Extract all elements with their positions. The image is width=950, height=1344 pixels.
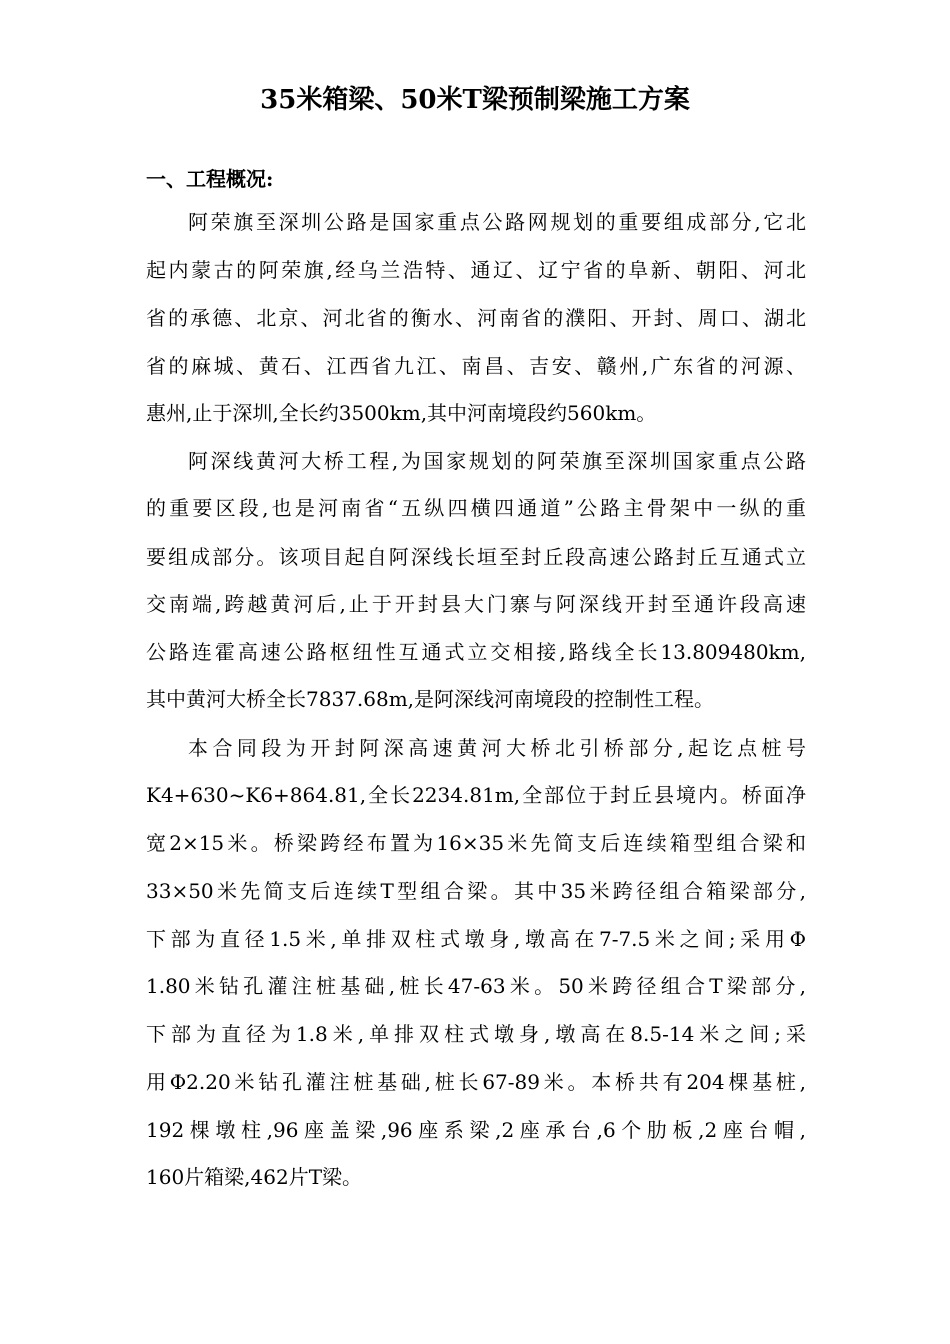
- paragraph-line: 交南端,跨越黄河后,止于开封县大门寨与阿深线开封至通许段高速: [146, 592, 806, 616]
- paragraph-line: 的重要区段,也是河南省“五纵四横四通道”公路主骨架中一纵的重: [146, 496, 806, 520]
- section-heading: 一、工程概况:: [146, 167, 274, 191]
- paragraph-line: 下部为直径为1.8米,单排双柱式墩身,墩高在8.5-14米之间;采: [146, 1022, 806, 1046]
- paragraph-line: 1.80米钻孔灌注桩基础,桩长47-63米。50米跨径组合T梁部分,: [146, 974, 806, 998]
- paragraph-line: 本合同段为开封阿深高速黄河大桥北引桥部分,起讫点桩号: [188, 736, 806, 760]
- document-title: 35米箱梁、50米T梁预制梁施工方案: [260, 85, 690, 115]
- paragraph-line: 192棵墩柱,96座盖梁,96座系梁,2座承台,6个肋板,2座台帽,: [146, 1118, 806, 1142]
- paragraph-line: 省的承德、北京、河北省的衡水、河南省的濮阳、开封、周口、湖北: [146, 306, 806, 330]
- paragraph-line: 省的麻城、黄石、江西省九江、南昌、吉安、赣州,广东省的河源、: [146, 354, 806, 378]
- paragraph-line: 160片箱梁,462片T梁。: [146, 1165, 363, 1189]
- paragraph-line: 惠州,止于深圳,全长约3500km,其中河南境段约560km。: [146, 401, 657, 425]
- paragraph-line: K4+630~K6+864.81,全长2234.81m,全部位于封丘县境内。桥面净: [146, 783, 806, 807]
- paragraph-line: 用Φ2.20米钻孔灌注桩基础,桩长67-89米。本桥共有204棵基桩,: [146, 1070, 806, 1094]
- paragraph-line: 阿荣旗至深圳公路是国家重点公路网规划的重要组成部分,它北: [188, 210, 806, 234]
- paragraph-line: 宽2×15米。桥梁跨经布置为16×35米先简支后连续箱型组合梁和: [146, 831, 806, 855]
- paragraph-line: 下部为直径1.5米,单排双柱式墩身,墩高在7-7.5米之间;采用Φ: [146, 927, 806, 951]
- paragraph-line: 要组成部分。该项目起自阿深线长垣至封丘段高速公路封丘互通式立: [146, 545, 806, 569]
- paragraph-line: 33×50米先简支后连续T型组合梁。其中35米跨径组合箱梁部分,: [146, 879, 806, 903]
- paragraph-line: 其中黄河大桥全长7837.68m,是阿深线河南境段的控制性工程。: [146, 687, 715, 711]
- paragraph-line: 起内蒙古的阿荣旗,经乌兰浩特、通辽、辽宁省的阜新、朝阳、河北: [146, 258, 806, 282]
- paragraph-line: 公路连霍高速公路枢纽性互通式立交相接,路线全长13.809480km,: [146, 640, 806, 664]
- paragraph-line: 阿深线黄河大桥工程,为国家规划的阿荣旗至深圳国家重点公路: [188, 449, 806, 473]
